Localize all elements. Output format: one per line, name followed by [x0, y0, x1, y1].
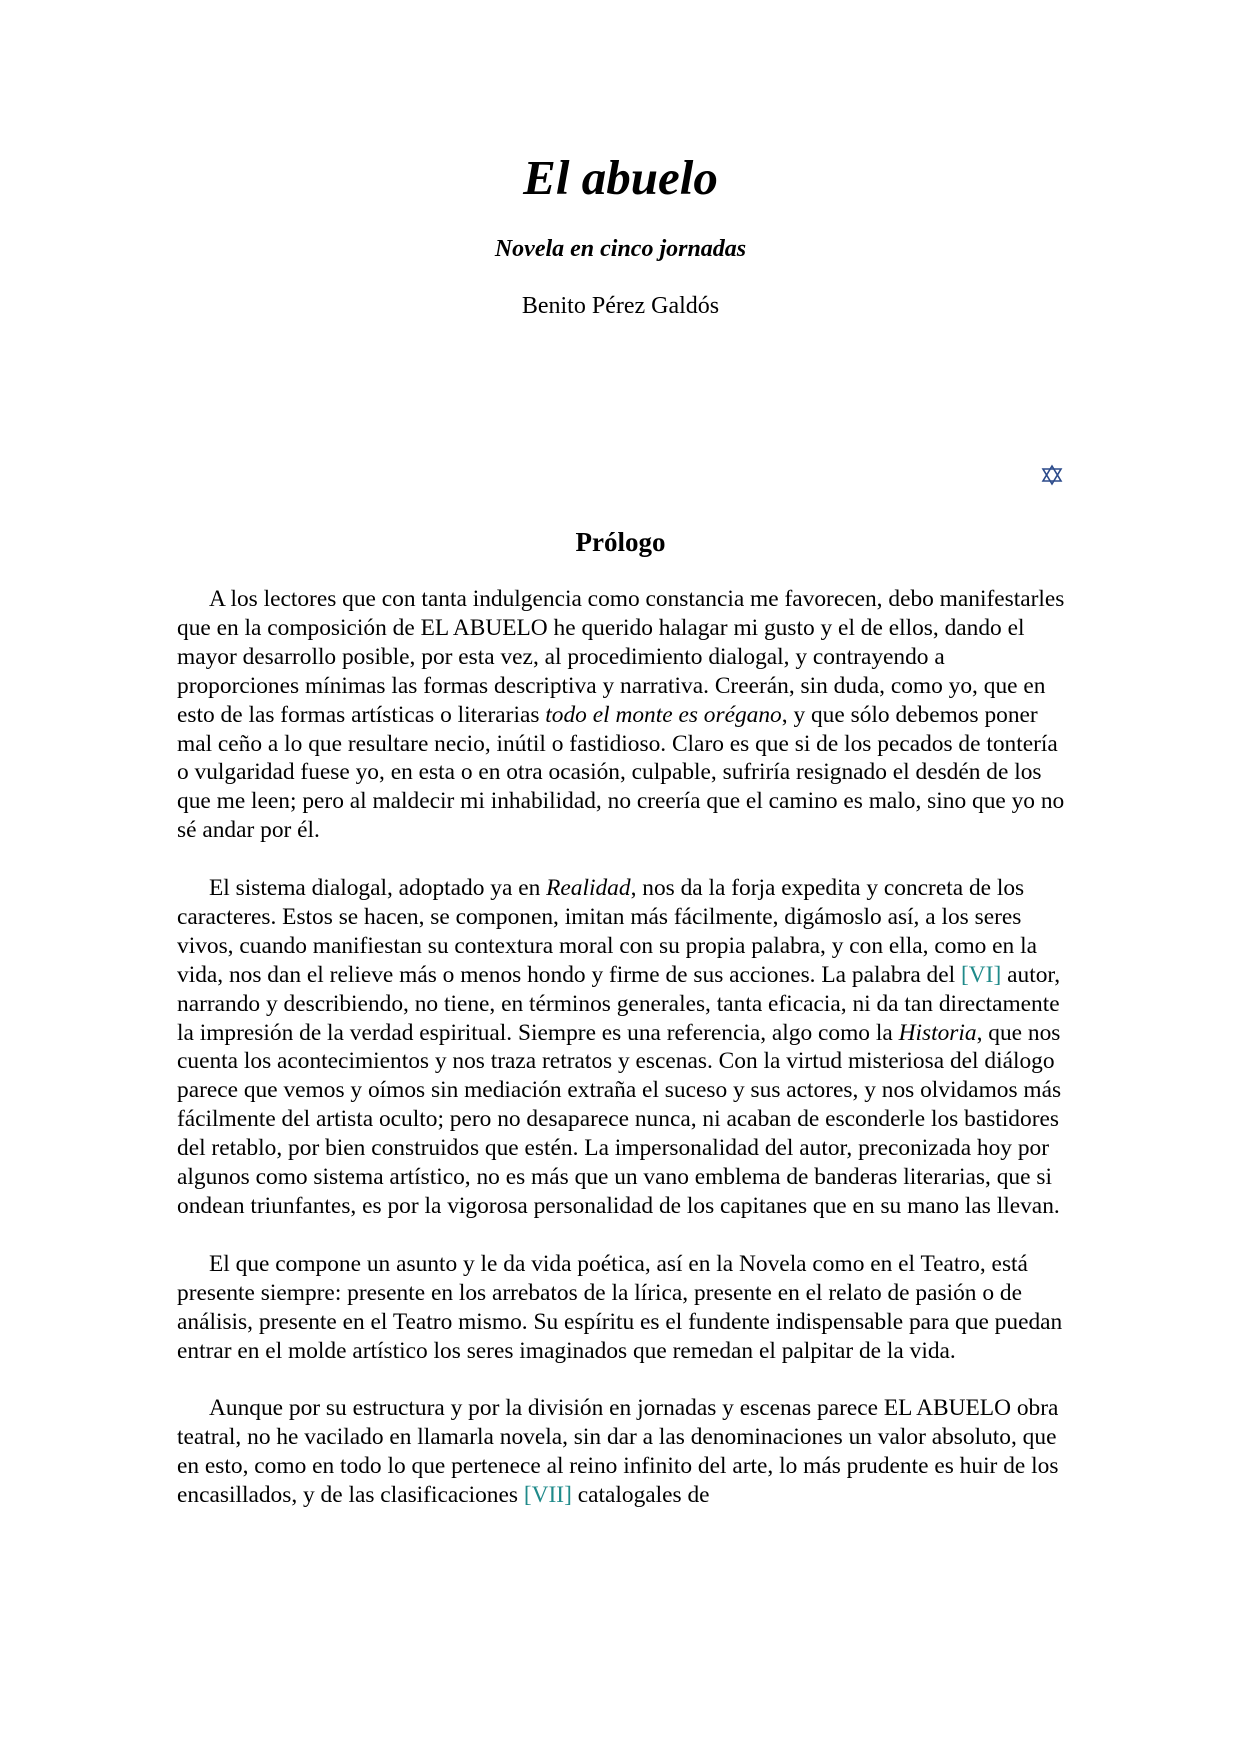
page-link-vii[interactable]: [VII]: [523, 1482, 572, 1509]
paragraph-2-text-c: autor, narrando y describiendo, no tiene, en términos generales, tanta eficacia, ni da tan directamente la impresión de la verdad espiritual. Siempre es una referencia, algo como la: [177, 961, 1061, 1046]
book-author: Benito Pérez Galdós: [521, 293, 720, 319]
paragraph-4-text-a: Aunque por su estructura y por la división en jornadas y escenas parece EL ABUELO obra teatral, no he vacilado en llamarla novela, sin dar a las denominaciones un valor absoluto, que en esto, como en todo lo que pertenece al reino infinito del arte, lo más prudente es huir de los encasillados, y de las clasificaciones: [177, 1395, 1059, 1509]
paragraph-1-text-b: , y que sólo debemos poner mal ceño a lo que resultare necio, inútil o fastidioso. Claro es que si de los pecados de tontería o vulgaridad fuese yo, en esta o en otra ocasión, culpable, sufriría resignado el desdén de los que me leen; pero al maldecir mi inhabilidad, no creería que el camino es malo, sino que yo no sé andar por él.: [177, 701, 1065, 844]
paragraph-4: [177, 1394, 1066, 1510]
paragraph-2-emphasis-realidad: Realidad: [546, 875, 631, 902]
paragraph-2-text-d: , que nos cuenta los acontecimientos y nos traza retratos y escenas. Con la virtud misteriosa del diálogo parece que vemos y oímos sin mediación extraña el suceso y sus actores, y nos olvidamos más fácilmente del artista oculto; pero no desaparece nunca, ni acaban de esconderle los bastidores del retablo, por bien construidos que estén. La impersonalidad del autor, preconizada hoy por algunos como sistema artístico, no es más que un vano emblema de banderas literarias, que si ondean triunfantes, es por la vigorosa personalidad de los capitanes que en su mano las llevan.: [177, 1019, 1062, 1220]
paragraph-1-emphasis: todo el monte es orégano: [545, 701, 782, 728]
book-subtitle: Novela en cinco jornadas: [494, 236, 747, 262]
paragraph-2-text-a: El sistema dialogal, adoptado ya en: [209, 875, 547, 902]
paragraph-2-emphasis-historia: Historia: [898, 1019, 977, 1046]
prologue-heading: Prólogo: [575, 527, 666, 557]
paragraph-2: [177, 874, 1066, 1221]
paragraph-2-text-b: , nos da la forja expedita y concreta de los caracteres. Estos se hacen, se componen, imitan más fácilmente, digámoslo así, a los seres vivos, cuando manifiestan su contextura moral con su propia palabra, y con ella, como en la vida, nos dan el relieve más o menos hondo y firme de sus acciones. La palabra del: [177, 875, 1037, 988]
paragraph-3: El que compone un asunto y le da vida poética, así en la Novela como en el Teatro, está presente siempre: presente en los arrebatos de la lírica, presente en el relato de pasión o de análisis, presente en el Teatro mismo. Su espíritu es el fundente indispensable para que puedan entrar en el molde artístico los seres imaginados que remedan el palpitar de la vida.: [177, 1250, 1063, 1364]
star-of-david-icon-svg: [1040, 464, 1064, 486]
paragraph-1-text-a: A los lectores que con tanta indulgencia como constancia me favorecen, debo manifestarles que en la composición de EL ABUELO he querido halagar mi gusto y el de ellos, dando el mayor desarrollo posible, por esta vez, al procedimiento dialogal, y contrayendo a proporciones mínimas las formas descriptiva y narrativa. Creerán, sin duda, como yo, que en esto de las formas artísticas o literarias: [177, 586, 1065, 728]
page-link-vi[interactable]: [VI]: [961, 961, 1002, 988]
star-of-david-icon: [1040, 464, 1064, 486]
prologue-body: [177, 585, 1066, 1510]
paragraph-4-text-b: catalogales de: [571, 1482, 710, 1509]
paragraph-1: [177, 585, 1066, 845]
book-title: El abuelo: [523, 150, 718, 205]
